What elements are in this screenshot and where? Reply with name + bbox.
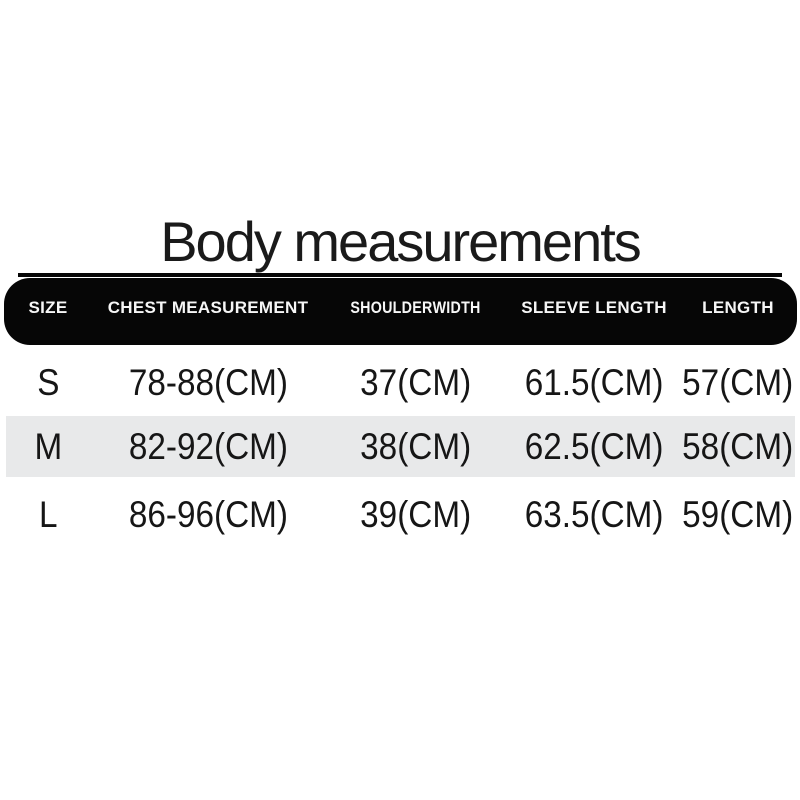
- cell-chest-measurement: 78-88(CM): [128, 362, 288, 403]
- column-header-sleeve-length: SLEEVE LENGTH: [521, 297, 667, 317]
- cell-sleeve-length: 61.5(CM): [524, 362, 664, 403]
- cell-size: L: [38, 494, 58, 535]
- table-row-size-m: [0, 416, 800, 477]
- column-header-length: LENGTH: [702, 297, 774, 317]
- table-row-size-l: [0, 477, 800, 553]
- column-header-shoulder-width: SHOULDER WIDTH: [350, 297, 482, 317]
- header-top-line: [18, 273, 782, 277]
- cell-size: M: [34, 425, 62, 467]
- cell-sleeve-length: 63.5(CM): [524, 494, 664, 535]
- cell-sleeve-length: 62.5(CM): [524, 425, 664, 467]
- table-row-size-s: [0, 345, 800, 416]
- column-header-size: SIZE: [28, 297, 68, 317]
- cell-length: 57(CM): [682, 362, 794, 403]
- cell-length: 58(CM): [682, 425, 794, 467]
- cell-size: S: [36, 362, 60, 403]
- table-header-row: [0, 278, 800, 345]
- table-body: [0, 345, 800, 553]
- cell-shoulder-width: 38(CM): [360, 425, 472, 467]
- column-header-chest-measurement: CHEST MEASUREMENT: [107, 297, 309, 317]
- header-grid: [0, 278, 800, 345]
- cell-chest-measurement: 86-96(CM): [128, 494, 288, 535]
- cell-length: 59(CM): [682, 494, 794, 535]
- cell-shoulder-width: 39(CM): [360, 494, 472, 535]
- cell-chest-measurement: 82-92(CM): [128, 425, 288, 467]
- cell-shoulder-width: 37(CM): [360, 362, 472, 403]
- page-title: Body measurements: [160, 209, 640, 273]
